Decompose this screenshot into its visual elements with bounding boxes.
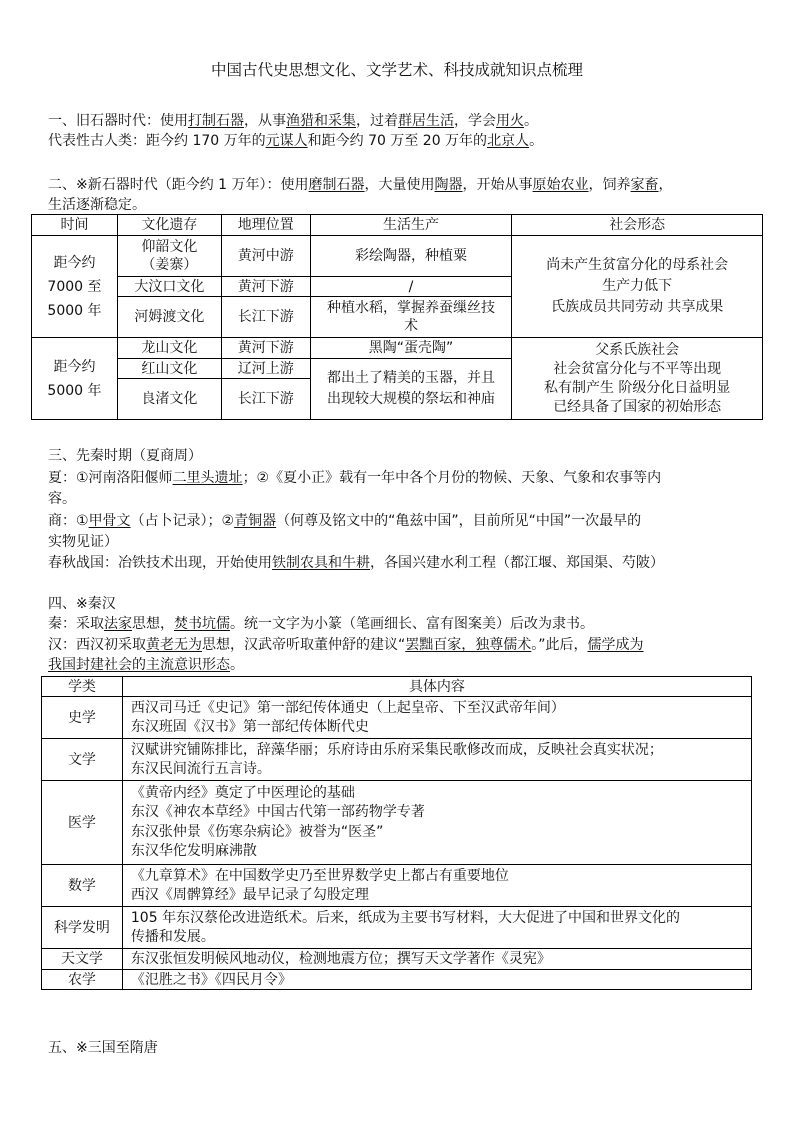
s3-shang-1: 商：①甲骨文（占卜记录）；②青铜器（何尊及铭文中的“亀兹中国”，目前所见“中国”一次最早的 bbox=[48, 513, 642, 529]
content-math: 《九章算术》在中国数学史乃至世界数学史上都占有重要地位 西汉《周髀算经》最早记录了勾股定理 bbox=[122, 865, 751, 907]
s1-line2: 代表性古人类：距今约 170 万年的元谋人和距今约 70 万至 20 万年的北京人。 bbox=[48, 133, 544, 149]
loc-hongshan: 辽河上游 bbox=[221, 359, 310, 379]
page-title: 中国古代史思想文化、文学艺术、科技成就知识点梳理 bbox=[210, 61, 583, 79]
g1-time: 距今约 7000 至 5000 年 bbox=[32, 236, 118, 338]
g2-time: 距今约 5000 年 bbox=[32, 338, 118, 420]
header-content: 具体内容 bbox=[122, 677, 751, 697]
s2-line1: 二、※新石器时代（距今约 1 万年）：使用磨制石器，大量使用陶器，开始从事原始农业，饲养家畜， bbox=[48, 177, 673, 193]
header-society: 社会形态 bbox=[512, 215, 763, 236]
loc-dawenkou: 黄河下游 bbox=[221, 277, 310, 297]
loc-yangshao: 黄河中游 bbox=[221, 236, 310, 277]
header-life: 生活生产 bbox=[310, 215, 512, 236]
g2-society: 父系氏族社会 社会贫富分化与不平等出现 私有制产生 阶级分化日益明显 已经具备了国家的初始形态 bbox=[512, 338, 763, 420]
subject-agriculture: 农学 bbox=[42, 970, 123, 990]
culture-hongshan: 红山文化 bbox=[117, 359, 221, 379]
content-literature: 汉赋讲究铺陈排比，辞藻华丽；乐府诗由乐府采集民歌修改而成，反映社会真实状况； 东汉民间流行五言诗。 bbox=[122, 739, 751, 781]
header-time: 时间 bbox=[32, 215, 118, 236]
subject-history: 史学 bbox=[42, 697, 123, 739]
loc-hemudu: 长江下游 bbox=[221, 297, 310, 338]
loc-liangzhu: 长江下游 bbox=[221, 379, 310, 420]
subject-medicine: 医学 bbox=[42, 781, 123, 865]
loc-longshan: 黄河下游 bbox=[221, 338, 310, 359]
life-longshan: 黑陶“蛋壳陶” bbox=[310, 338, 512, 359]
culture-dawenkou: 大汶口文化 bbox=[117, 277, 221, 297]
s4-han-1: 汉：西汉初采取黄老无为思想，汉武帝听取董仲舒的建议“罢黜百家，独尊儒术。”此后，儒学成为 bbox=[48, 637, 644, 653]
s3-xia-2: 容。 bbox=[48, 491, 76, 507]
subject-invention: 科学发明 bbox=[42, 907, 123, 949]
culture-liangzhu: 良渚文化 bbox=[117, 379, 221, 420]
content-medicine: 《黄帝内经》奠定了中医理论的基础 东汉《神农本草经》中国古代第一部药物学专著 东汉张仲景《伤寒杂病论》被誉为“医圣” 东汉华佗发明麻沸散 bbox=[122, 781, 751, 865]
culture-longshan: 龙山文化 bbox=[117, 338, 221, 359]
s3-shang-2: 实物见证） bbox=[48, 534, 118, 550]
s1-line1: 一、旧石器时代：使用打制石器，从事渔猎和采集，过着群居生活，学会用火。 bbox=[48, 113, 538, 129]
subject-literature: 文学 bbox=[42, 739, 123, 781]
life-dawenkou: / bbox=[310, 277, 512, 297]
content-agriculture: 《氾胜之书》《四民月令》 bbox=[122, 970, 751, 990]
s3-heading: 三、先秦时期（夏商周） bbox=[48, 448, 202, 464]
han-achievements-table bbox=[41, 676, 752, 990]
s2-line2: 生活逐渐稳定。 bbox=[48, 197, 146, 213]
content-astronomy: 东汉张恒发明候风地动仪，检测地震方位；撰写天文学著作《灵宪》 bbox=[122, 949, 751, 970]
content-history: 西汉司马迁《史记》第一部纪传体通史（上起皇帝、下至汉武帝年间） 东汉班固《汉书》第一部纪传体断代史 bbox=[122, 697, 751, 739]
subject-astronomy: 天文学 bbox=[42, 949, 123, 970]
header-location: 地理位置 bbox=[221, 215, 310, 236]
culture-yangshao: 仰韶文化 （姜寨） bbox=[117, 236, 221, 277]
life-jade: 都出土了精美的玉器，并且 出现较大规模的祭坛和神庙 bbox=[310, 359, 512, 420]
subject-math: 数学 bbox=[42, 865, 123, 907]
s5-heading: 五、※三国至隋唐 bbox=[48, 1040, 158, 1056]
content-invention: 105 年东汉蔡伦改进造纸术。后来，纸成为主要书写材料，大大促进了中国和世界文化的 传播和发展。 bbox=[122, 907, 751, 949]
s4-qin: 秦：采取法家思想，焚书坑儒。统一文字为小篆（笔画细长、富有图案美）后改为隶书。 bbox=[48, 616, 594, 632]
culture-hemudu: 河姆渡文化 bbox=[117, 297, 221, 338]
life-yangshao: 彩绘陶器，种植粟 bbox=[310, 236, 512, 277]
g1-society: 尚未产生贫富分化的母系社会 生产力低下 氏族成员共同劳动 共享成果 bbox=[512, 236, 763, 338]
header-culture: 文化遗存 bbox=[117, 215, 221, 236]
s3-xia-1: 夏：①河南洛阳偃师二里头遗址；②《夏小正》载有一年中各个月份的物候、天象、气象和农事等内 bbox=[48, 470, 662, 486]
s4-heading: 四、※秦汉 bbox=[48, 596, 116, 612]
life-hemudu: 种植水稻，掌握养蚕缫丝技 术 bbox=[310, 297, 512, 338]
s4-han-2: 我国封建社会的主流意识形态。 bbox=[48, 657, 244, 673]
neolithic-table bbox=[31, 214, 763, 420]
header-subject: 学类 bbox=[42, 677, 123, 697]
s3-chunqiu: 春秋战国：冶铁技术出现，开始使用铁制农具和牛耕，各国兴建水利工程（都江堰、郑国渠、芍陂） bbox=[48, 555, 664, 571]
